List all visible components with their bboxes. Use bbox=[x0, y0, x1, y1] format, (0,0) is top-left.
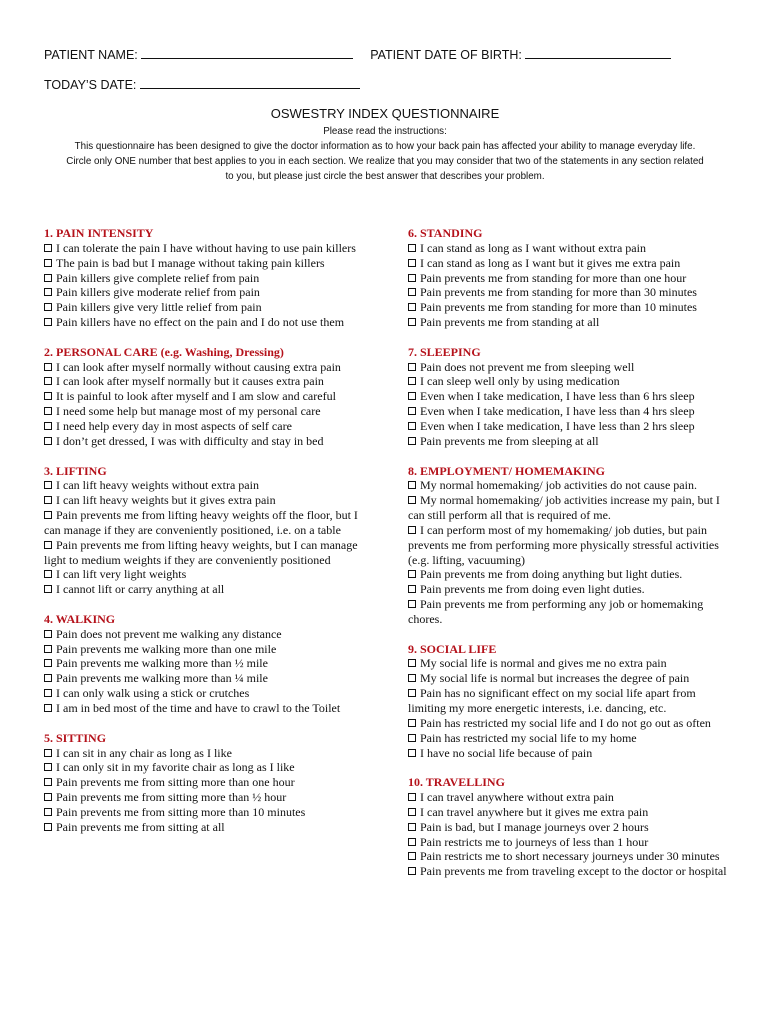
section-social-life bbox=[408, 642, 728, 761]
option-row[interactable] bbox=[44, 241, 374, 256]
section-title: 2. PERSONAL CARE (e.g. Washing, Dressing) bbox=[44, 344, 284, 359]
option-text: I can lift heavy weights but it gives extra pain bbox=[56, 493, 276, 508]
todays-date-label: TODAY’S DATE: bbox=[44, 78, 137, 92]
option-text: Even when I take medication, I have less than 2 hrs sleep bbox=[420, 418, 695, 433]
option-text: Pain prevents me from standing for more than 10 minutes bbox=[420, 300, 697, 315]
checkbox[interactable] bbox=[44, 704, 52, 712]
option-text: Pain prevents me walking more than ½ mile bbox=[56, 656, 268, 671]
option-text: Pain prevents me walking more than one mile bbox=[56, 641, 277, 656]
option-text: Pain prevents me from traveling except to the doctor or hospital bbox=[420, 864, 727, 879]
option-row[interactable] bbox=[44, 656, 374, 671]
option-row[interactable] bbox=[44, 419, 374, 434]
option-row[interactable] bbox=[44, 642, 374, 657]
section-title: 5. SITTING bbox=[44, 730, 107, 745]
option-text: Pain prevents me from performing any job or homemaking chores. bbox=[408, 597, 704, 626]
option-row[interactable] bbox=[408, 820, 728, 835]
patient-name-field[interactable] bbox=[141, 47, 353, 59]
dob-field[interactable] bbox=[525, 47, 671, 59]
option-row[interactable] bbox=[44, 256, 374, 271]
instructions-line: Circle only ONE number that best applies to you in each section. We realize that you may consider that two of the statements in any section related bbox=[66, 156, 704, 167]
option-text: I can only walk using a stick or crutches bbox=[56, 686, 250, 701]
section-title: 3. LIFTING bbox=[44, 463, 107, 478]
option-row[interactable] bbox=[408, 716, 728, 731]
checkbox[interactable] bbox=[44, 689, 52, 697]
option-text: Even when I take medication, I have less than 6 hrs sleep bbox=[420, 389, 695, 404]
checkbox[interactable] bbox=[408, 749, 416, 757]
option-row[interactable] bbox=[44, 389, 374, 404]
checkbox[interactable] bbox=[44, 481, 52, 489]
option-text: Pain prevents me from doing anything but light duties. bbox=[420, 567, 683, 582]
instructions-heading: Please read the instructions: bbox=[323, 126, 447, 137]
option-text: I can tolerate the pain I have without having to use pain killers bbox=[56, 240, 356, 255]
option-text: Even when I take medication, I have less than 4 hrs sleep bbox=[420, 404, 695, 419]
checkbox[interactable] bbox=[408, 570, 416, 578]
option-row[interactable] bbox=[44, 775, 374, 790]
right-column bbox=[408, 226, 728, 894]
checkbox[interactable] bbox=[44, 585, 52, 593]
option-text: I am in bed most of the time and have to crawl to the Toilet bbox=[56, 701, 341, 715]
option-row[interactable] bbox=[408, 864, 728, 879]
option-row[interactable] bbox=[408, 271, 728, 286]
option-text: I can lift heavy weights without extra pain bbox=[56, 478, 259, 493]
checkbox[interactable] bbox=[44, 749, 52, 757]
option-text: Pain prevents me from lifting heavy weights, but I can manage light to medium weights if they are conveniently positioned bbox=[44, 537, 358, 567]
checkbox[interactable] bbox=[408, 838, 416, 846]
option-row[interactable] bbox=[44, 360, 374, 375]
checkbox[interactable] bbox=[44, 288, 52, 296]
checkbox[interactable] bbox=[408, 377, 416, 385]
checkbox[interactable] bbox=[44, 363, 52, 371]
option-row[interactable] bbox=[408, 434, 728, 449]
option-text: My social life is normal and gives me no extra pain bbox=[420, 656, 667, 671]
checkbox[interactable] bbox=[408, 793, 416, 801]
option-text: Pain prevents me from sitting more than one hour bbox=[56, 775, 295, 790]
section-walking bbox=[44, 612, 374, 716]
option-text: I can stand as long as I want but it gives me extra pain bbox=[420, 255, 681, 270]
option-row[interactable] bbox=[408, 567, 728, 582]
option-text: Pain has restricted my social life and I do not go out as often bbox=[420, 715, 711, 730]
option-text: Pain does not prevent me walking any distance bbox=[56, 626, 282, 641]
checkbox[interactable] bbox=[408, 689, 416, 697]
section-title: 7. SLEEPING bbox=[408, 344, 481, 359]
checkbox[interactable] bbox=[44, 763, 52, 771]
checkbox[interactable] bbox=[44, 793, 52, 801]
left-column bbox=[44, 226, 374, 849]
option-text: I can travel anywhere without extra pain bbox=[420, 790, 614, 805]
option-text: I can look after myself normally without causing extra pain bbox=[56, 359, 341, 374]
option-text: Pain prevents me from sitting at all bbox=[56, 819, 225, 834]
option-text: I can perform most of my homemaking/ job duties, but pain prevents me from performing more physically stressful activities (e.g. lifting, vacuuming) bbox=[408, 522, 719, 567]
section-title: 9. SOCIAL LIFE bbox=[408, 641, 497, 656]
checkbox[interactable] bbox=[44, 259, 52, 267]
option-row[interactable] bbox=[408, 805, 728, 820]
option-text: My normal homemaking/ job activities do not cause pain. bbox=[420, 478, 697, 493]
section-pain-intensity bbox=[44, 226, 374, 330]
option-row[interactable] bbox=[44, 790, 374, 805]
option-text: I don’t get dressed, I was with difficulty and stay in bed bbox=[56, 433, 324, 448]
option-row[interactable] bbox=[44, 820, 374, 835]
checkbox[interactable] bbox=[44, 377, 52, 385]
option-text: I need help every day in most aspects of self care bbox=[56, 418, 292, 433]
todays-date-row bbox=[44, 77, 360, 92]
option-row[interactable] bbox=[408, 656, 728, 671]
section-title: 1. PAIN INTENSITY bbox=[44, 226, 154, 240]
option-text: Pain prevents me from lifting heavy weights off the floor, but I can manage if they are conveniently positioned, i.e. on a table bbox=[44, 508, 358, 537]
checkbox[interactable] bbox=[44, 808, 52, 816]
option-row[interactable] bbox=[408, 790, 728, 805]
checkbox[interactable] bbox=[408, 526, 416, 534]
option-row[interactable] bbox=[44, 627, 374, 642]
option-row[interactable] bbox=[44, 315, 374, 330]
section-title: 8. EMPLOYMENT/ HOMEMAKING bbox=[408, 463, 605, 478]
checkbox[interactable] bbox=[408, 259, 416, 267]
option-row[interactable] bbox=[44, 760, 374, 775]
section-employment-homemaking bbox=[408, 464, 728, 627]
option-text: It is painful to look after myself and I am slow and careful bbox=[56, 389, 336, 404]
instructions-line: This questionnaire has been designed to give the doctor information as to how your back pain has affected your ability to manage everyday life. bbox=[74, 141, 696, 152]
checkbox[interactable] bbox=[44, 274, 52, 282]
checkbox[interactable] bbox=[408, 392, 416, 400]
option-row[interactable] bbox=[408, 731, 728, 746]
section-personal-care bbox=[44, 345, 374, 449]
option-row[interactable] bbox=[408, 300, 728, 315]
option-text: Pain killers give complete relief from pain bbox=[56, 270, 260, 285]
option-row[interactable] bbox=[44, 671, 374, 686]
option-text: I can stand as long as I want without extra pain bbox=[420, 240, 646, 255]
checkbox[interactable] bbox=[44, 778, 52, 786]
option-row[interactable] bbox=[408, 493, 728, 523]
checkbox[interactable] bbox=[408, 808, 416, 816]
option-text: I can lift very light weights bbox=[56, 567, 187, 582]
checkbox[interactable] bbox=[408, 659, 416, 667]
option-text: I can travel anywhere but it gives me extra pain bbox=[420, 804, 649, 819]
option-row[interactable] bbox=[44, 300, 374, 315]
section-title: 10. TRAVELLING bbox=[408, 775, 505, 790]
checkbox[interactable] bbox=[44, 674, 52, 682]
option-row[interactable] bbox=[44, 567, 374, 582]
option-row[interactable] bbox=[408, 389, 728, 404]
option-row[interactable] bbox=[44, 285, 374, 300]
checkbox[interactable] bbox=[408, 600, 416, 608]
option-row[interactable] bbox=[44, 582, 374, 597]
option-row[interactable] bbox=[44, 271, 374, 286]
option-text: I cannot lift or carry anything at all bbox=[56, 582, 225, 597]
option-text: Pain prevents me from standing at all bbox=[420, 315, 600, 330]
checkbox[interactable] bbox=[408, 852, 416, 860]
option-text: I have no social life because of pain bbox=[420, 745, 593, 760]
option-row[interactable] bbox=[408, 404, 728, 419]
checkbox[interactable] bbox=[408, 437, 416, 445]
checkbox[interactable] bbox=[408, 496, 416, 504]
option-text: The pain is bad but I manage without taking pain killers bbox=[56, 255, 325, 270]
section-title: 4. WALKING bbox=[44, 611, 116, 626]
page-title: OSWESTRY INDEX QUESTIONNAIRE bbox=[270, 106, 500, 121]
instructions-line: to you, but please just circle the best answer that describes your problem. bbox=[225, 171, 545, 182]
checkbox[interactable] bbox=[44, 659, 52, 667]
checkbox[interactable] bbox=[408, 318, 416, 326]
checkbox[interactable] bbox=[44, 823, 52, 831]
checkbox[interactable] bbox=[44, 630, 52, 638]
option-row[interactable] bbox=[408, 374, 728, 389]
option-text: Pain killers give very little relief from pain bbox=[56, 300, 262, 315]
checkbox[interactable] bbox=[408, 867, 416, 875]
option-row[interactable] bbox=[408, 671, 728, 686]
option-row[interactable] bbox=[44, 686, 374, 701]
section-lifting bbox=[44, 464, 374, 598]
option-row[interactable] bbox=[408, 746, 728, 761]
option-text: Pain is bad, but I manage journeys over 2 hours bbox=[420, 819, 649, 834]
option-row[interactable] bbox=[408, 597, 728, 627]
checkbox[interactable] bbox=[408, 719, 416, 727]
option-row[interactable] bbox=[408, 835, 728, 850]
checkbox[interactable] bbox=[408, 244, 416, 252]
checkbox[interactable] bbox=[44, 541, 52, 549]
checkbox[interactable] bbox=[44, 496, 52, 504]
checkbox[interactable] bbox=[408, 823, 416, 831]
option-text: Pain prevents me from sitting more than ½ hour bbox=[56, 790, 287, 805]
option-text: Pain restricts me to short necessary journeys under 30 minutes bbox=[420, 849, 720, 864]
section-sitting bbox=[44, 731, 374, 835]
checkbox[interactable] bbox=[44, 303, 52, 311]
checkbox[interactable] bbox=[408, 274, 416, 282]
option-text: Pain prevents me from doing even light duties. bbox=[420, 582, 645, 597]
checkbox[interactable] bbox=[408, 585, 416, 593]
instructions bbox=[0, 124, 770, 184]
option-row[interactable] bbox=[408, 419, 728, 434]
checkbox[interactable] bbox=[408, 363, 416, 371]
option-row[interactable] bbox=[44, 538, 374, 568]
option-row[interactable] bbox=[44, 404, 374, 419]
option-row[interactable] bbox=[408, 256, 728, 271]
checkbox[interactable] bbox=[408, 422, 416, 430]
patient-name-label: PATIENT NAME: bbox=[44, 48, 138, 62]
option-row[interactable] bbox=[408, 315, 728, 330]
checkbox[interactable] bbox=[44, 407, 52, 415]
checkbox[interactable] bbox=[44, 318, 52, 326]
checkbox[interactable] bbox=[408, 734, 416, 742]
option-text: I need some help but manage most of my personal care bbox=[56, 404, 321, 419]
option-text: I can sit in any chair as long as I like bbox=[56, 745, 232, 760]
option-text: Pain prevents me from sitting more than 10 minutes bbox=[56, 804, 306, 819]
option-row[interactable] bbox=[44, 508, 374, 538]
option-text: Pain killers give moderate relief from pain bbox=[56, 285, 260, 300]
option-row[interactable] bbox=[408, 523, 728, 568]
checkbox[interactable] bbox=[408, 288, 416, 296]
option-row[interactable] bbox=[44, 478, 374, 493]
patient-name-row bbox=[44, 47, 671, 62]
checkbox[interactable] bbox=[408, 303, 416, 311]
option-text: Pain restricts me to journeys of less than 1 hour bbox=[420, 834, 649, 849]
todays-date-field[interactable] bbox=[140, 77, 360, 89]
checkbox[interactable] bbox=[408, 407, 416, 415]
option-text: Pain does not prevent me from sleeping well bbox=[420, 359, 635, 374]
section-sleeping bbox=[408, 345, 728, 449]
section-standing bbox=[408, 226, 728, 330]
option-row[interactable] bbox=[408, 478, 728, 493]
option-text: Pain prevents me from standing for more than 30 minutes bbox=[420, 285, 697, 300]
checkbox[interactable] bbox=[44, 645, 52, 653]
option-row[interactable] bbox=[408, 849, 728, 864]
option-row[interactable] bbox=[408, 241, 728, 256]
option-row[interactable] bbox=[44, 805, 374, 820]
section-title: 6. STANDING bbox=[408, 226, 483, 240]
checkbox[interactable] bbox=[44, 511, 52, 519]
option-text: My normal homemaking/ job activities increase my pain, but I can still perform all that is required of me. bbox=[408, 493, 720, 523]
option-text: Pain prevents me walking more than ¼ mile bbox=[56, 671, 268, 686]
option-text: Pain has restricted my social life to my home bbox=[420, 730, 637, 745]
option-row[interactable] bbox=[408, 686, 728, 716]
checkbox[interactable] bbox=[408, 674, 416, 682]
checkbox[interactable] bbox=[44, 437, 52, 445]
dob-label: PATIENT DATE OF BIRTH: bbox=[370, 48, 522, 62]
checkbox[interactable] bbox=[44, 570, 52, 578]
checkbox[interactable] bbox=[44, 422, 52, 430]
option-row[interactable] bbox=[408, 582, 728, 597]
section-travelling bbox=[408, 775, 728, 879]
option-row[interactable] bbox=[44, 374, 374, 389]
option-text: Pain prevents me from sleeping at all bbox=[420, 433, 599, 448]
option-text: Pain prevents me from standing for more than one hour bbox=[420, 270, 687, 285]
option-row[interactable] bbox=[408, 360, 728, 375]
checkbox[interactable] bbox=[44, 392, 52, 400]
option-row[interactable] bbox=[44, 746, 374, 761]
checkbox[interactable] bbox=[44, 244, 52, 252]
option-text: I can sleep well only by using medication bbox=[420, 374, 620, 389]
option-text: I can look after myself normally but it causes extra pain bbox=[56, 374, 324, 389]
option-text: I can only sit in my favorite chair as long as I like bbox=[56, 760, 295, 775]
option-row[interactable] bbox=[44, 701, 374, 716]
option-row[interactable] bbox=[44, 434, 374, 449]
checkbox[interactable] bbox=[408, 481, 416, 489]
option-text: Pain has no significant effect on my social life apart from limiting my more energetic interests, i.e. dancing, etc. bbox=[408, 686, 696, 715]
option-text: My social life is normal but increases the degree of pain bbox=[420, 671, 690, 686]
option-text: Pain killers have no effect on the pain and I do not use them bbox=[56, 315, 345, 330]
option-row[interactable] bbox=[44, 493, 374, 508]
option-row[interactable] bbox=[408, 285, 728, 300]
